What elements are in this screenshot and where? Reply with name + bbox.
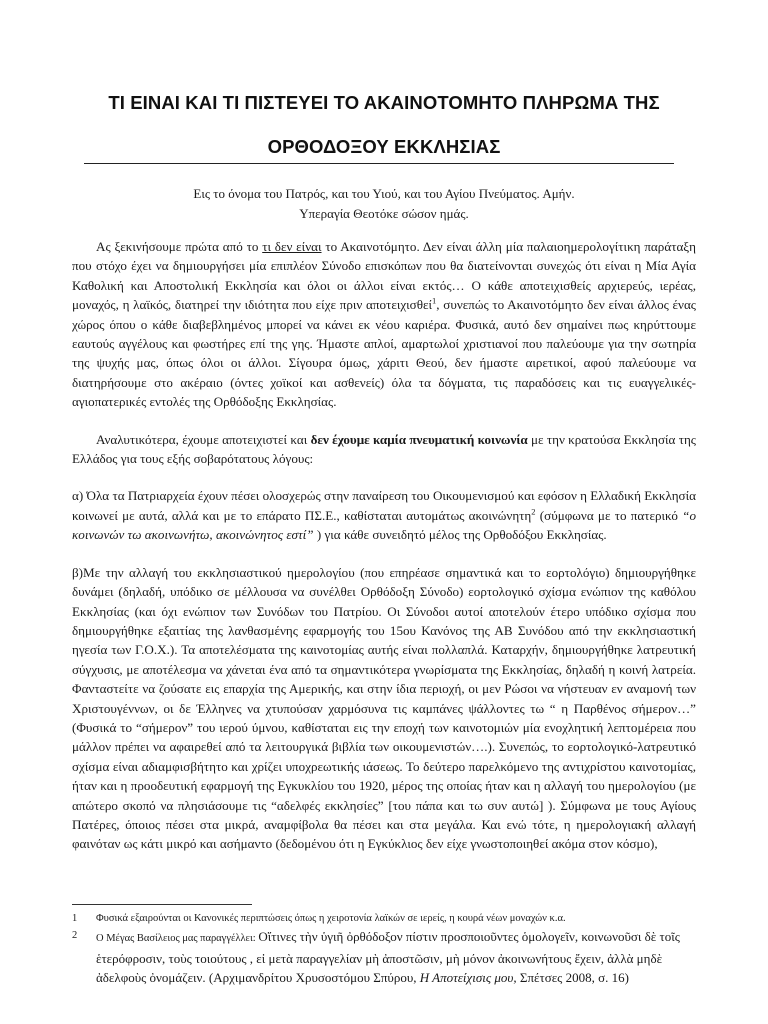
footnote-text xyxy=(96,927,696,988)
document-title-line-2: ΟΡΘΟΔΟΞΟΥ ΕΚΚΛΗΣΙΑΣ xyxy=(267,136,501,157)
text-run: (σύμφωνα με το πατερικό xyxy=(535,507,683,523)
document-title-line-1: ΤΙ ΕΙΝΑΙ ΚΑΙ ΤΙ ΠΙΣΤΕΥΕΙ ΤΟ ΑΚΑΙΝΟΤΟΜΗΤΟ ΠΛΗΡΩΜΑ ΤΗΣ xyxy=(108,92,660,113)
footnote-book-title: Η Αποτείχισις μου, xyxy=(419,970,517,985)
footnotes xyxy=(72,910,696,988)
paragraph-point-a xyxy=(72,486,696,544)
text-run: Αναλυτικότερα, έχουμε αποτειχιστεί και xyxy=(96,431,311,447)
underlined-phrase: τι δεν είναι xyxy=(262,239,322,254)
footnote-1 xyxy=(72,910,696,927)
footnote-quote: Οἵτινες τὴν ὑγιῆ ὀρθόδοξον πίστιν προσποιοῦντες ὁμολογεῖν, κοινωνοῦσι δὲ τοῖς ἑτερόφροσιν, τοὺς τοιούτους , εἰ μετὰ παραγγελίαν μὴ ἀποστῶσιν, μὴ μόνον ἀκοινωνήτους ἔχειν, ἀλλὰ μηδὲ ἀδελφοὺς ὀνομάζειν. (Αρχιμανδρίτου Χρυσοστόμου Σπύρου, xyxy=(96,929,680,985)
paragraph-point-b: β)Με την αλλαγή του εκκλησιαστικού ημερολογίου (που επηρέασε σημαντικά και το εορτολόγιο) δημιουργήθηκε δυνάμει (δηλαδή, υπόδικο σε μέλλουσα να συνέλθει Ορθόδοξη Σύνοδο) εορτολογικό σχίσμα ενώπιον της καθόλου Εκκλησίας (και όχι ενώπιον των Συνόδων του Πατρίου. Οι Σύνοδοι αυτοί αποτελούν έτερο υπόδικο σχίσμα που δημιουργήθηκε εξαιτίας της λανθασμένης εφαρμογής του 15ου Κανόνος της ΑΒ Συνόδου από την εκκλησιαστική ηγεσία των Γ.Ο.Χ.). Τα αποτελέσματα της καινοτομίας αυτής είναι πολλαπλά. Καταρχήν, δημιουργήθηκε λατρευτική σύγχυσις, με αποτέλεσμα να χάνεται ένα από τα σημαντικότερα γνωρίσματα της Εκκλησίας, δηλαδή η κοινή λατρεία. Φανταστείτε να ζούσατε εις επαρχία της Αμερικής, και στην ίδια περιοχή, οι μεν Ρώσοι να νήστευαν εν αναμονή των Χριστουγέννων, οι δε Έλληνες να χτυπούσαν χαρμόσυνα τις καμπάνες ψάλλοντες τω “ η Παρθένος σήμερον…” (Φυσικά το “σήμερον” του ιερού ύμνου, καθίσταται εις την εποχή των καινοτομιών μία ενοχλητική λεπτομέρεια που μάλλον πρέπει να αφαιρεθεί από τα λειτουργικά βιβλία των οικουμενιστών….). Συνεπώς, το εορτολογικό-λατρευτικό σχίσμα είναι αδιαμφισβήτητο και χρίζει υποχρεωτικής ιάσεως. Το δεύτερο παρελκόμενο της αντιχρίστου καινοτομίας, ήταν και η προοδευτική εφαρμογή της Εγκυκλίου του 1920, μέρος της οποίας ήταν και η αλλαγή του ημερολογίου (με απώτερο σκοπό να πλησιάσουμε τις “αδελφές εκκλησίες” [του πάπα και τω συν αυτώ] ). Σύμφωνα με τους Αγίους Πατέρες, όποιος πέσει στα μικρά, αναμφίβολα θα πέσει και στα μεγάλα. Και ενώ τότε, η ημερολογιακή αλλαγή φαινόταν ως κάτι μικρό και ασήμαντο (δεδομένου ότι η Εγκύκλιος δεν είχε γνωστοποιηθεί ακόμα στον κόσμο), xyxy=(72,564,696,852)
paragraph-intro xyxy=(72,237,696,412)
text-run: με την κρατούσα Εκκλησία της Ελλάδος για τους εξής σοβαρότατους λόγους: xyxy=(72,431,696,467)
bold-phrase: δεν έχουμε καμία πνευματική κοινωνία xyxy=(310,431,528,447)
footnote-number: 2 xyxy=(72,930,78,941)
footnote-separator xyxy=(72,904,252,905)
footnote-ref-1[interactable]: 1 xyxy=(432,295,437,306)
text-run: , συνεπώς το Ακαινοτόμητο δεν είναι άλλος ένας χώρος όπου ο κάθε διαβεβλημένος μπορεί να κάνει εκ νέου καριέρα. Φυσικά, αυτό δεν σημαίνει πως κηρύττουμε εαυτούς αγγέλους και φωστήρες επί της γης. Ήμαστε απλοί, αμαρτωλοί χριστιανοί που παλεύουμε για την σωτηρία της ψυχής μας, όπως όλοι οι άλλοι. Σίγουρα όμως, χάριτι Θεού, δεν ήμαστε αιρετικοί, αφού παλεύουμε να διατηρήσουμε στο ακέραιο (όντες χοϊκοί και ασθενείς) όλα τα δόγματα, τις παραδόσεις και τις ευαγγελικές- αγιοπατερικές εντολές της Ορθόδοξης Εκκλησίας. xyxy=(72,297,696,410)
footnote-text: Φυσικά εξαιρούνται οι Κανονικές περιπτώσεις όπως η χειροτονία λαϊκών σε ιερείς, η κουρά νέων μοναχών κ.α. xyxy=(96,913,566,924)
footnote-number: 1 xyxy=(72,913,78,924)
document-body xyxy=(72,237,696,854)
invocation xyxy=(0,184,768,224)
text-run: ) για κάθε συνειδητό μέλος της Ορθοδόξου Εκκλησίας. xyxy=(313,527,607,543)
invocation-line-2: Υπεραγία Θεοτόκε σώσον ημάς. xyxy=(299,206,469,221)
text-run: α) Όλα τα Πατριαρχεία έχουν πέσει ολοσχερώς στην παναίρεση του Οικουμενισμού και εφόσον η Ελλαδική Εκκλησία κοινωνεί με αυτά, αλλά και με το επάρατο ΠΣ.Ε., καθίσταται αυτομάτως ακοινώνητη xyxy=(72,488,696,523)
title-underline xyxy=(84,163,674,164)
italic-quote: “ο κοινωνών τω ακοινωνήτω, ακοινώνητος εστί” xyxy=(72,507,696,543)
footnote-ref-2[interactable]: 2 xyxy=(531,506,536,517)
footnote-citation-tail: Σπέτσες 2008, σ. 16) xyxy=(516,970,629,985)
text-run: Ας ξεκινήσουμε πρώτα από το xyxy=(96,239,263,254)
paragraph-reasons xyxy=(72,430,696,469)
footnote-lead: Ο Μέγας Βασίλειος μας παραγγέλλει: xyxy=(96,933,259,944)
footnote-2 xyxy=(72,927,696,988)
text-run: το Ακαινοτόμητο. Δεν είναι άλλη μία παλαιοημερολογίτικη παράταξη που στόχο έχει να δημιουργήσει μία επιπλέον Σύνοδο επισκόπων που θα διατείνονται συνεχώς ότι είναι η Μία Αγία Καθολική και Αποστολική Εκκλησία και όλοι οι άλλοι είναι εκτός… Ο κάθε αποτειχισθείς αρχιερεύς, ιερέας, μοναχός, η λαϊκός, διατηρεί την ιδιότητα που είχε πριν αποτειχισθεί xyxy=(72,239,696,313)
invocation-line-1: Εις το όνομα του Πατρός, και του Υιού, και του Αγίου Πνεύματος. Αμήν. xyxy=(193,186,575,201)
